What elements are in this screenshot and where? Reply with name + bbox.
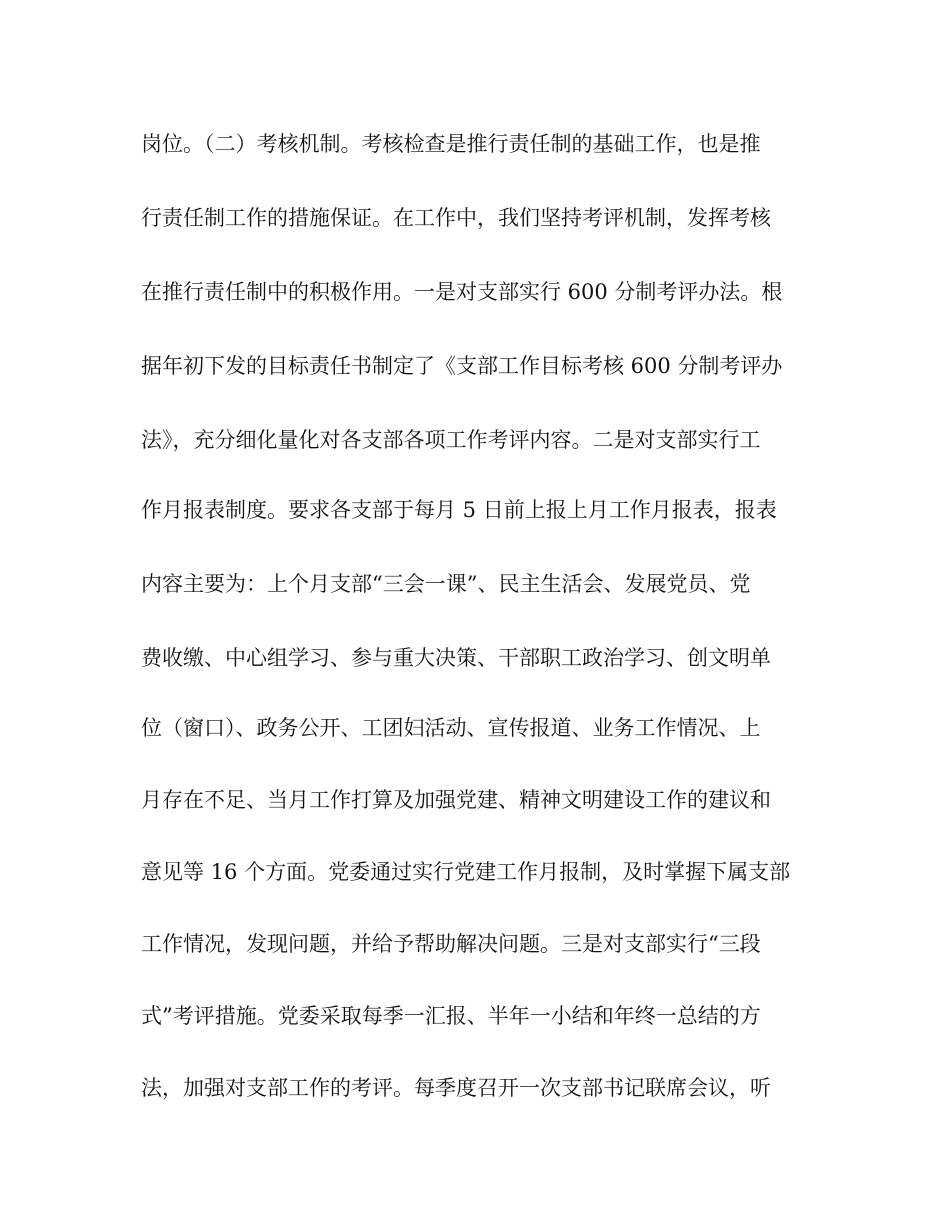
- text-line: 费收缴、中心组学习、参与重大决策、干部职工政治学习、创文明单: [141, 646, 771, 670]
- text-line: 岗位。（二）考核机制。考核检查是推行责任制的基础工作，也是推: [141, 132, 761, 156]
- text-line: 法》，充分细化量化对各支部各项工作考评内容。二是对支部实行工: [141, 428, 761, 452]
- text-line: 内容主要为：上个月支部“三会一课”、民主生活会、发展党员、党: [141, 572, 751, 596]
- text-line: 位（窗口）、政务公开、工团妇活动、宣传报道、业务工作情况、上: [141, 716, 761, 740]
- text-line: 据年初下发的目标责任书制定了《支部工作目标考核 600 分制考评办: [141, 354, 783, 378]
- text-line: 作月报表制度。要求各支部于每月 5 日前上报上月工作月报表，报表: [141, 498, 777, 522]
- text-line: 行责任制工作的措施保证。在工作中，我们坚持考评机制，发挥考核: [141, 206, 771, 230]
- text-line: 法，加强对支部工作的考评。每季度召开一次支部书记联席会议，听: [141, 1076, 771, 1100]
- text-line: 工作情况，发现问题，并给予帮助解决问题。三是对支部实行“三段: [141, 932, 761, 956]
- text-line: 在推行责任制中的积极作用。一是对支部实行 600 分制考评办法。根: [141, 280, 783, 304]
- text-line: 月存在不足、当月工作打算及加强党建、精神文明建设工作的建议和: [141, 788, 771, 812]
- text-line: 意见等 16 个方面。党委通过实行党建工作月报制，及时掌握下属支部: [141, 860, 791, 884]
- text-line: 式”考评措施。党委采取每季一汇报、半年一小结和年终一总结的方: [141, 1004, 761, 1028]
